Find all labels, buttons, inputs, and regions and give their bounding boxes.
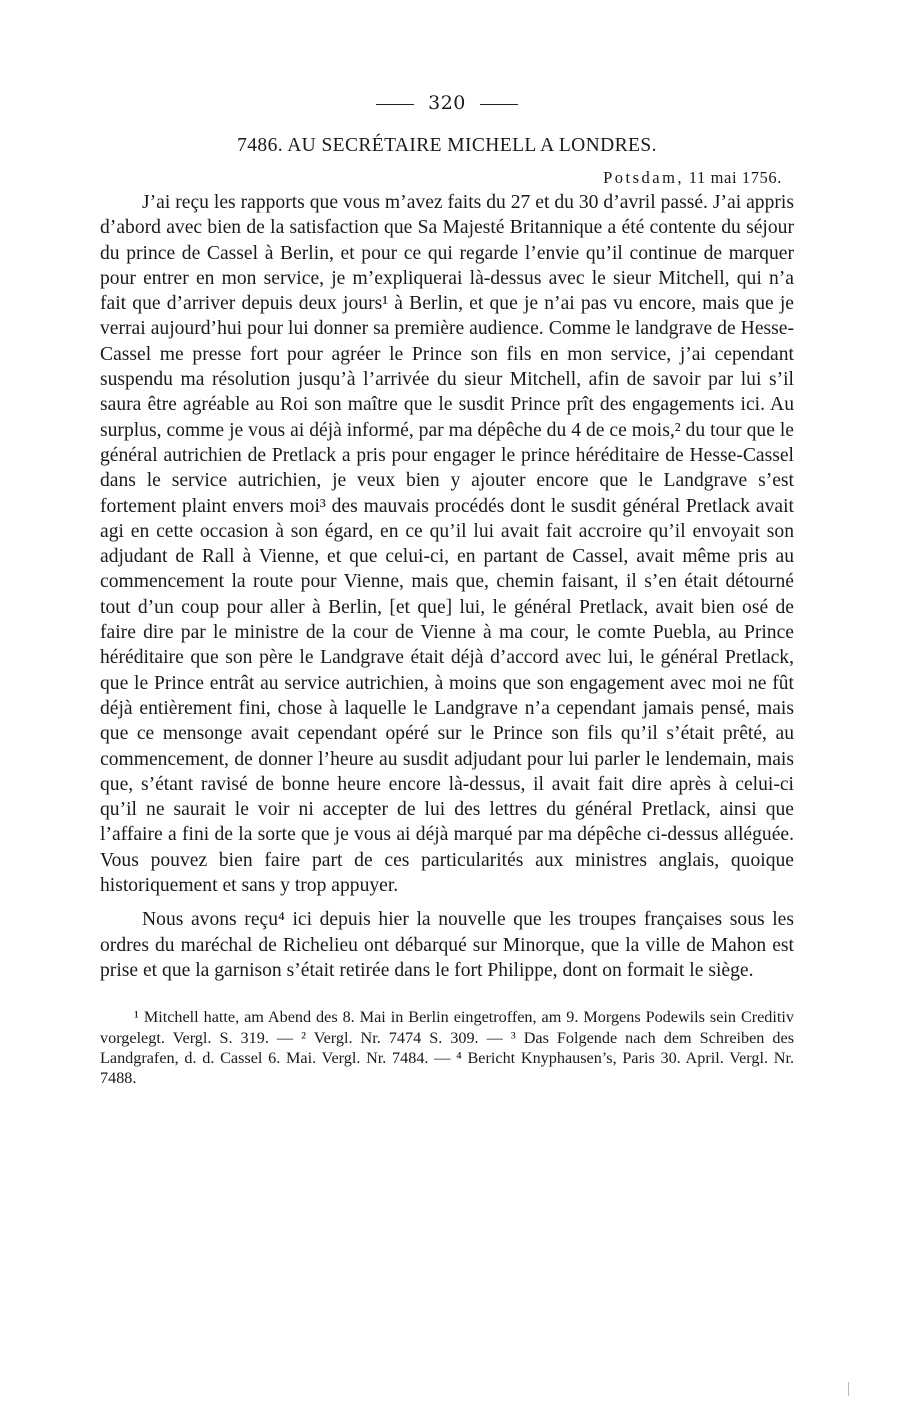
footnote-block: ¹ Mitchell hatte, am Abend des 8. Mai in Berlin eingetroffen, am 9. Morgens Podewils sein Creditiv vorgelegt. Vergl. S. 319. — ² Vergl. Nr. 7474 S. 309. — ³ Das Folgende nach dem Schreiben des Landgrafen, d. d. Cassel 6. Mai. Vergl. Nr. 7484. — ⁴ Bericht Knyphausen’s, Paris 30. April. Vergl. Nr. 7488.	[100, 1008, 794, 1088]
header-rule-right	[480, 104, 518, 105]
letter-body	[100, 190, 794, 983]
header-rule-left	[376, 104, 414, 105]
document-page	[100, 88, 794, 1089]
dateline	[100, 168, 794, 188]
dateline-place: Potsdam,	[603, 168, 685, 187]
dateline-date: 11 mai 1756.	[688, 168, 782, 187]
letter-title: 7486. AU SECRÉTAIRE MICHELL A LONDRES.	[237, 135, 657, 156]
body-paragraph: J’ai reçu les rapports que vous m’avez faits du 27 et du 30 d’avril passé. J’ai appris d’abord avec bien de la satisfaction que Sa Majesté Britannique a été contente du séjour du prince de Cassel à Berlin, et pour ce qui regarde l’envie qu’il continue de marquer pour entrer en mon service, je m’expliquerai là-dessus avec le sieur Mitchell, qui n’a fait que d’arriver depuis deux jours¹ à Berlin, et que je n’ai pas vu encore, mais que je verrai aujourd’hui pour lui donner sa première audience. Comme le landgrave de Hesse-Cassel me presse fort pour agréer le Prince son fils en mon service, j’ai cependant suspendu ma résolution jusqu’à l’arrivée du sieur Mitchell, afin de savoir par lui s’il saura être agréable au Roi son maître que le susdit Prince prît des engagements ici. Au surplus, comme je vous ai déjà informé, par ma dépêche du 4 de ce mois,² du tour que le général autrichien de Pretlack a pris pour engager le prince héréditaire de Hesse-Cassel dans le service autrichien, je veux bien y ajouter encore que le Landgrave s’est fortement plaint envers moi³ des mauvais procédés dont le susdit général Pretlack avait agi en cette occasion à son égard, en ce qu’il lui avait fait accroire qu’il envoyait son adjudant de Rall à Vienne, et que celui-ci, en partant de Cassel, avait même pris au commencement la route pour Vienne, mais que, chemin faisant, il s’en était détourné tout d’un coup pour aller à Berlin, [et que] lui, le général Pretlack, avait bien osé de faire dire par le ministre de la cour de Vienne à ma cour, le comte Puebla, au Prince héréditaire que son père le Landgrave était déjà d’accord avec lui, le général Pretlack, que le Prince entrât au service autrichien, à moins que son engagement avec moi ne fût déjà entièrement fini, chose à laquelle le Landgrave n’a cependant jamais pensé, mais que ce mensonge avait cependant opéré sur le Prince son fils qu’il s’était prêté, au commencement, de donner l’heure au susdit adjudant pour lui parler le lendemain, mais que, s’étant ravisé de bonne heure encore là-dessus, il avait fait dire après à celui-ci qu’il ne saurait le voir ni accepter de lui des lettres du général Pretlack, ainsi que l’affaire a fini de la sorte que je vous ai déjà marqué par ma dépêche ci-dessus alléguée. Vous pouvez bien faire part de ces particularités aux ministres anglais, quoique historiquement et sans y trop appuyer.	[100, 192, 794, 897]
scan-margin-mark	[848, 1382, 849, 1396]
page-header	[100, 88, 794, 118]
footnotes	[100, 1007, 794, 1089]
body-paragraph: Nous avons reçu⁴ ici depuis hier la nouvelle que les troupes françaises sous les ordres du maréchal de Richelieu ont débarqué sur Minorque, que la ville de Mahon est prise et que la garnison s’était retirée dans le fort Philippe, dont on formait le siège.	[100, 909, 794, 981]
page-number: 320	[428, 92, 466, 114]
